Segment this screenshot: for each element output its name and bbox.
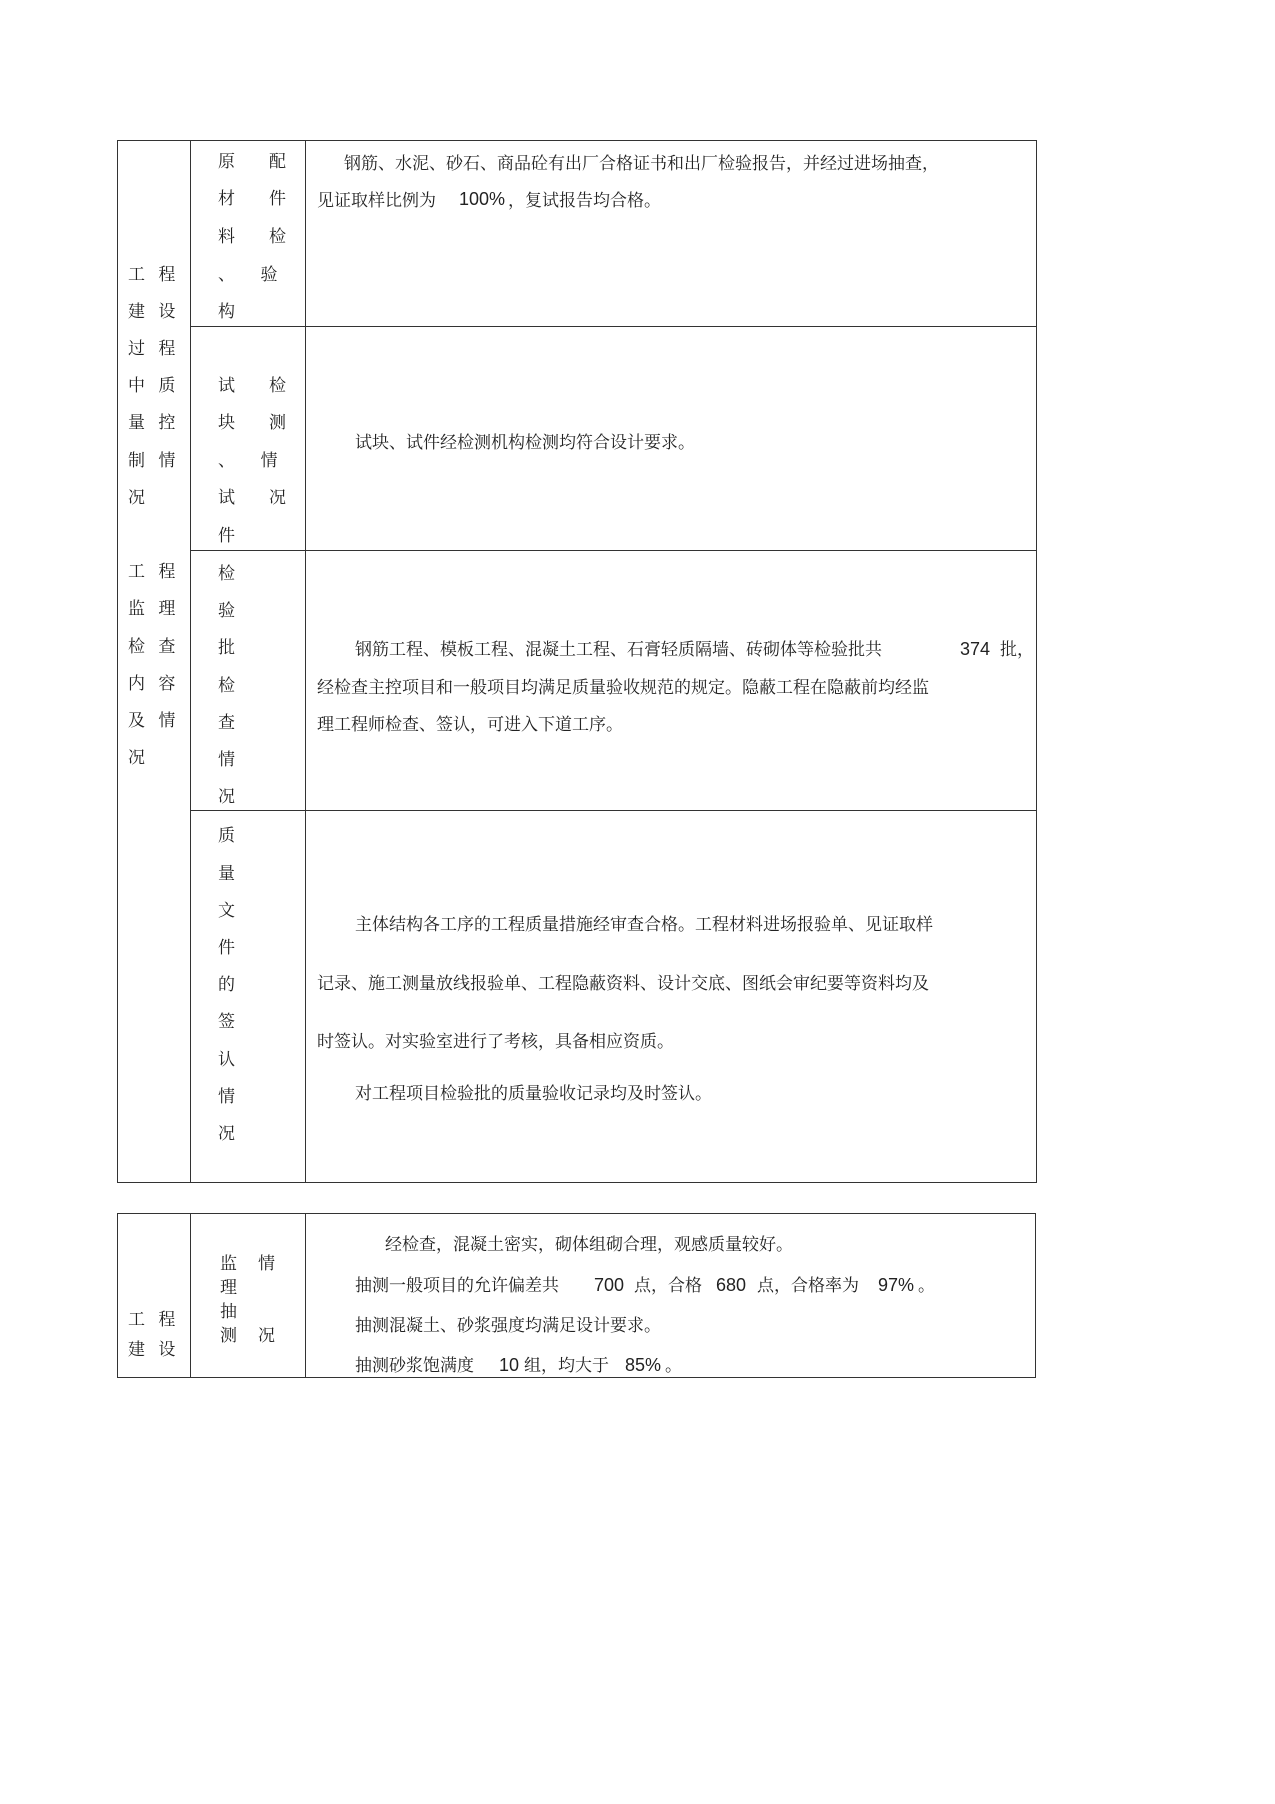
row-content-line: 钢筋、水泥、砂石、商品砼有出厂合格证书和出厂检验报告，并经过进场抽查， [344, 154, 939, 174]
row-content-line: 主体结构各工序的工程质量措施经审查合格。工程材料进场报验单、见证取样 [355, 915, 933, 935]
row-label-line: 检 [218, 676, 235, 696]
outer-label-line: 建 设 [128, 1340, 180, 1360]
row-label-line: 件 [218, 526, 235, 546]
outer-label-line: 检 查 [128, 637, 180, 657]
row-label-line: 量 [218, 864, 235, 884]
row-label-line: 验 [218, 601, 235, 621]
table-divider [190, 140, 191, 1183]
outer-label-line: 况 [128, 488, 149, 508]
pass-rate-value: 97% [878, 1275, 915, 1295]
row-content-line: 点，合格率为 [757, 1276, 859, 1296]
row-label-line: 材 件 [218, 189, 286, 209]
row-content-line: 钢筋工程、模板工程、混凝土工程、石膏轻质隔墙、砖砌体等检验批共 [355, 640, 882, 660]
row-content-line: 。 [918, 1276, 935, 1296]
row-label-line: 块 测 [218, 413, 286, 433]
row-content-line: 批， [1000, 640, 1034, 660]
quality-control-table [117, 140, 1037, 1183]
passed-points-value: 680 [716, 1275, 747, 1295]
row-label-line: 况 [218, 1124, 235, 1144]
row-label-line: 检 [218, 564, 235, 584]
row-content-line: 抽测一般项目的允许偏差共 [355, 1276, 559, 1296]
row-label-line: 试 况 [218, 488, 286, 508]
row-label-line: 情 [258, 1254, 275, 1274]
row-label-line: 、 情 [218, 451, 278, 471]
row-label-line: 理 [220, 1278, 237, 1298]
row-label-line: 认 [218, 1050, 235, 1070]
row-label-line: 件 [218, 938, 235, 958]
row-label-line: 构 [218, 302, 235, 322]
row-label-line: 原 配 [218, 152, 286, 172]
row-label-line: 质 [218, 826, 235, 846]
row-label-line: 文 [218, 901, 235, 921]
outer-label-line: 内 容 [128, 674, 180, 694]
row-label-line: 料 检 [218, 227, 286, 247]
row-label-line: 情 [218, 750, 235, 770]
outer-label-line: 及 情 [128, 711, 180, 731]
row-content-line: 对工程项目检验批的质量验收记录均及时签认。 [355, 1084, 712, 1104]
fullness-threshold-value: 85% [625, 1355, 662, 1375]
row-content-line: 见证取样比例为 [317, 191, 436, 211]
row-content-line: 试块、试件经检测机构检测均符合设计要求。 [355, 433, 695, 453]
group-count-value: 10 [499, 1355, 520, 1375]
table-divider [305, 1213, 306, 1378]
row-label-line: 试 检 [218, 376, 286, 396]
row-label-line: 批 [218, 638, 235, 658]
outer-label-line: 工 程 [128, 265, 180, 285]
row-content-line: 抽测混凝土、砂浆强度均满足设计要求。 [355, 1316, 661, 1336]
row-content-line: ，复试报告均合格。 [508, 191, 661, 211]
row-label-line: 的 [218, 975, 235, 995]
row-label-line: 监 [220, 1254, 237, 1274]
row-label-line: 、 验 [218, 265, 278, 285]
outer-label-line: 工 程 [128, 1310, 180, 1330]
row-label-line: 签 [218, 1012, 235, 1032]
table-divider [190, 810, 1037, 811]
outer-label-line: 中 质 [128, 376, 180, 396]
row-label-line: 查 [218, 713, 235, 733]
inspection-lot-count: 374 [960, 639, 991, 659]
row-content-line: 记录、施工测量放线报验单、工程隐蔽资料、设计交底、图纸会审纪要等资料均及 [317, 974, 929, 994]
outer-label-line: 监 理 [128, 599, 180, 619]
total-points-value: 700 [594, 1275, 625, 1295]
table-divider [190, 550, 1037, 551]
row-content-line: 点，合格 [634, 1276, 702, 1296]
outer-label-line: 量 控 [128, 413, 180, 433]
table-divider [190, 1213, 191, 1378]
row-content-line: 理工程师检查、签认，可进入下道工序。 [317, 715, 623, 735]
row-content-line: 经检查主控项目和一般项目均满足质量验收规范的规定。隐蔽工程在隐蔽前均经监 [317, 678, 929, 698]
row-content-line: 时签认。对实验室进行了考核，具备相应资质。 [317, 1032, 674, 1052]
row-label-line: 情 [218, 1087, 235, 1107]
row-label-line: 抽 [220, 1302, 237, 1322]
table-divider [305, 140, 306, 1183]
outer-label-line: 制 情 [128, 451, 180, 471]
row-content-line: 。 [665, 1356, 682, 1376]
outer-label-line: 工 程 [128, 562, 180, 582]
row-label-line: 况 [218, 787, 235, 807]
outer-label-line: 过 程 [128, 339, 180, 359]
row-content-line: 经检查，混凝土密实，砌体组砌合理，观感质量较好。 [385, 1235, 793, 1255]
table-divider [190, 326, 1037, 327]
row-content-line: 组，均大于 [524, 1356, 609, 1376]
row-label-line: 测 [220, 1326, 237, 1346]
row-content-line: 抽测砂浆饱满度 [355, 1356, 474, 1376]
outer-label-line: 况 [128, 748, 149, 768]
row-label-line: 况 [258, 1326, 275, 1346]
outer-label-line: 建 设 [128, 302, 180, 322]
sample-ratio-value: 100% [459, 189, 506, 209]
